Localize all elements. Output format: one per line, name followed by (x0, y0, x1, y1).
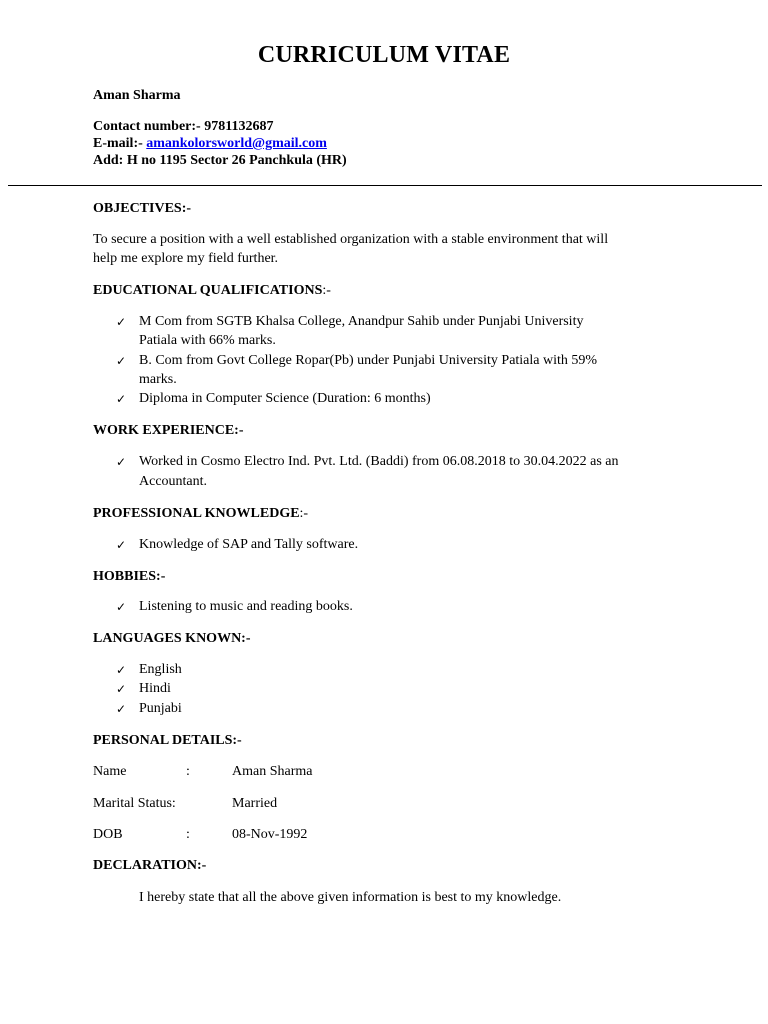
personal-marital-label: Marital Status: (93, 796, 176, 811)
language-item-hindi: Hindi (139, 681, 171, 696)
language-item-punjabi: Punjabi (139, 701, 182, 716)
personal-heading: PERSONAL DETAILS:- (93, 733, 242, 748)
personal-name-value: Aman Sharma (232, 764, 313, 779)
professional-heading-suffix: :- (299, 506, 309, 521)
contact-number (93, 119, 273, 135)
work-item-1-line-1: Worked in Cosmo Electro Ind. Pvt. Ltd. (Baddi) from 06.08.2018 to 30.04.2022 as an (139, 454, 619, 469)
language-item-english: English (139, 662, 182, 677)
address: Add: H no 1195 Sector 26 Panchkula (HR) (93, 153, 347, 168)
check-icon: ✓ (116, 600, 127, 614)
email-link[interactable]: amankolorsworld@gmail.com (146, 136, 327, 151)
email (93, 136, 327, 152)
hobbies-heading: HOBBIES:- (93, 569, 166, 584)
check-icon: ✓ (116, 702, 127, 716)
hobbies-item-1: Listening to music and reading books. (139, 599, 353, 614)
candidate-name: Aman Sharma (93, 88, 181, 103)
work-item-1-line-2: Accountant. (139, 474, 208, 489)
email-label: E-mail:- (93, 136, 143, 151)
document-title: CURRICULUM VITAE (257, 42, 511, 68)
contact-label: Contact number:- (93, 119, 201, 134)
check-icon: ✓ (116, 538, 127, 552)
check-icon: ✓ (116, 682, 127, 696)
education-heading-suffix: :- (322, 283, 331, 298)
education-item-1-line-2: Patiala with 66% marks. (139, 333, 276, 348)
professional-heading (93, 506, 308, 522)
education-item-2-line-2: marks. (139, 372, 177, 387)
personal-name-label: Name (93, 764, 127, 779)
professional-heading-text: PROFESSIONAL KNOWLEDGE (93, 506, 300, 521)
languages-heading: LANGUAGES KNOWN:- (93, 631, 251, 646)
education-item-3: Diploma in Computer Science (Duration: 6 months) (139, 391, 431, 406)
objectives-line-2: help me explore my field further. (93, 251, 279, 266)
check-icon: ✓ (116, 315, 127, 329)
personal-dob-separator: : (186, 827, 190, 842)
education-item-1-line-1: M Com from SGTB Khalsa College, Anandpur Sahib under Punjabi University (139, 314, 584, 329)
education-heading (93, 283, 331, 299)
professional-item-1: Knowledge of SAP and Tally software. (139, 537, 359, 552)
declaration-heading: DECLARATION:- (93, 858, 207, 873)
personal-marital-value: Married (232, 796, 278, 811)
personal-dob-value: 08-Nov-1992 (232, 827, 308, 842)
declaration-text: I hereby state that all the above given information is best to my knowledge. (139, 890, 562, 905)
objectives-heading: OBJECTIVES:- (93, 201, 192, 216)
header-divider (8, 185, 762, 186)
check-icon: ✓ (116, 455, 127, 469)
check-icon: ✓ (116, 663, 127, 677)
objectives-line-1: To secure a position with a well established organization with a stable environment that will (93, 232, 609, 247)
personal-dob-label: DOB (93, 827, 123, 842)
contact-value: 9781132687 (204, 119, 274, 134)
work-heading: WORK EXPERIENCE:- (93, 423, 244, 438)
personal-name-separator: : (186, 764, 190, 779)
check-icon: ✓ (116, 354, 127, 368)
education-heading-text: EDUCATIONAL QUALIFICATIONS (93, 283, 323, 298)
check-icon: ✓ (116, 392, 127, 406)
education-item-2-line-1: B. Com from Govt College Ropar(Pb) under Punjabi University Patiala with 59% (139, 353, 598, 368)
